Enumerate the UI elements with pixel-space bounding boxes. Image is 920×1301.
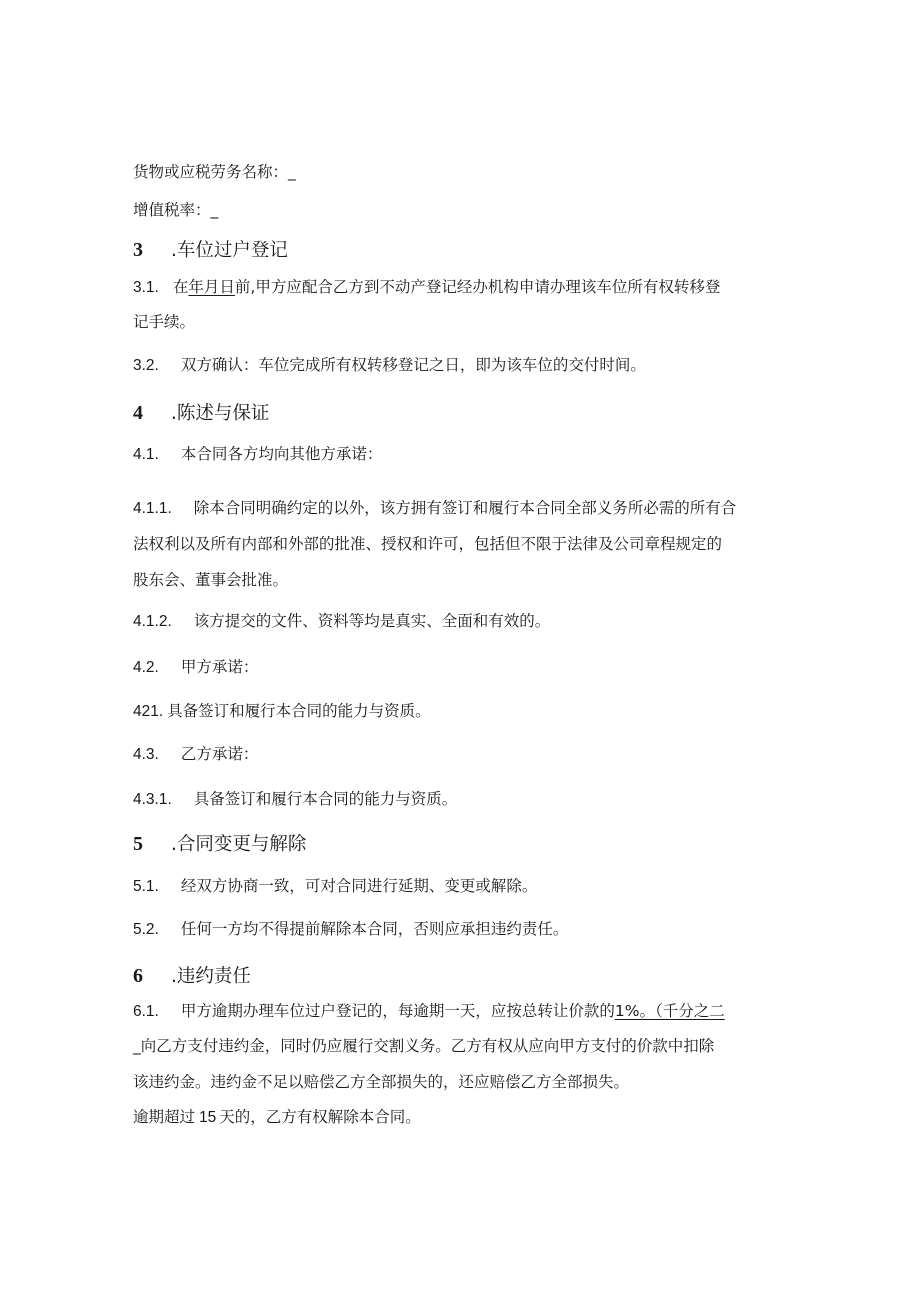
- clause-4-1-2: 4.1.2. 该方提交的文件、资料等均是真实、全面和有效的。: [133, 610, 550, 633]
- clause-4-1-1-line2: 法权利以及所有内部和外部的批准、授权和许可，包括但不限于法律及公司章程规定的: [133, 535, 723, 553]
- clause-number: 4.1.: [133, 446, 159, 463]
- clause-number: 5.2.: [133, 921, 159, 938]
- clause-6-2: 逾期超过 15 天的，乙方有权解除本合同。: [133, 1106, 421, 1129]
- clause-number: 4.3.1.: [133, 791, 172, 808]
- clause-3-2: 3.2. 双方确认：车位完成所有权转移登记之日，即为该车位的交付时间。: [133, 354, 646, 377]
- clause-4-3: 4.3. 乙方承诺：: [133, 743, 258, 766]
- clause-number: 4.3.: [133, 746, 159, 763]
- section-number: 4: [133, 402, 143, 424]
- section-4-heading: [133, 400, 269, 427]
- section-title: .违约责任: [171, 966, 251, 987]
- clause-5-1: 5.1. 经双方协商一致，可对合同进行延期、变更或解除。: [133, 875, 537, 898]
- penalty-rate: 1%。（千分之二: [614, 1002, 725, 1020]
- section-number: 5: [133, 833, 143, 855]
- clause-number: 4.1.2.: [133, 613, 172, 630]
- clause-4-1-1: 4.1.1. 除本合同明确约定的以外，该方拥有签订和履行本合同全部义务所必需的所有合: [133, 497, 736, 520]
- section-title: .合同变更与解除: [171, 834, 307, 855]
- clause-number: 421.: [133, 703, 164, 720]
- clause-number: 5.1.: [133, 878, 159, 895]
- clause-6-1-line2: _向乙方支付违约金，同时仍应履行交割义务。乙方有权从应向甲方支付的价款中扣除: [133, 1037, 715, 1055]
- goods-name-line: 货物或应税劳务名称：_: [133, 163, 296, 181]
- section-number: 6: [133, 965, 143, 987]
- section-3-heading: [133, 237, 288, 264]
- clause-number: 4.1.1.: [133, 500, 172, 517]
- clause-4-1-1-line3: 股东会、董事会批准。: [133, 571, 289, 589]
- clause-4-2-1: 421. 具备签订和履行本合同的能力与资质。: [133, 700, 431, 723]
- clause-4-2: 4.2. 甲方承诺：: [133, 656, 258, 679]
- clause-6-1-line3: 该违约金。违约金不足以赔偿乙方全部损失的，还应赔偿乙方全部损失。: [133, 1073, 630, 1091]
- section-title: .陈述与保证: [171, 403, 270, 424]
- section-number: 3: [133, 239, 143, 261]
- section-6-heading: [133, 963, 251, 990]
- clause-number: 3.2.: [133, 357, 159, 374]
- date-blank: 年月日: [188, 278, 235, 296]
- clause-4-3-1: 4.3.1. 具备签订和履行本合同的能力与资质。: [133, 788, 457, 811]
- clause-6-1: 6.1. 甲方逾期办理车位过户登记的，每逾期一天，应按总转让价款的1%。（千分之二: [133, 1000, 725, 1023]
- clause-number: 3.1.: [133, 279, 159, 296]
- section-title: .车位过户登记: [171, 240, 288, 261]
- section-5-heading: [133, 831, 306, 858]
- clause-3-1: 3.1. 在年月日前,甲方应配合乙方到不动产登记经办机构申请办理该车位所有权转移登: [133, 276, 720, 299]
- clause-4-1: 4.1. 本合同各方均向其他方承诺：: [133, 443, 382, 466]
- clause-3-1-cont: 记手续。: [133, 313, 196, 331]
- vat-rate-line: 增值税率：_: [133, 201, 219, 219]
- days-value: 15: [199, 1109, 217, 1126]
- clause-number: 6.1.: [133, 1003, 159, 1020]
- clause-5-2: 5.2. 任何一方均不得提前解除本合同，否则应承担违约责任。: [133, 918, 568, 941]
- clause-number: 4.2.: [133, 659, 159, 676]
